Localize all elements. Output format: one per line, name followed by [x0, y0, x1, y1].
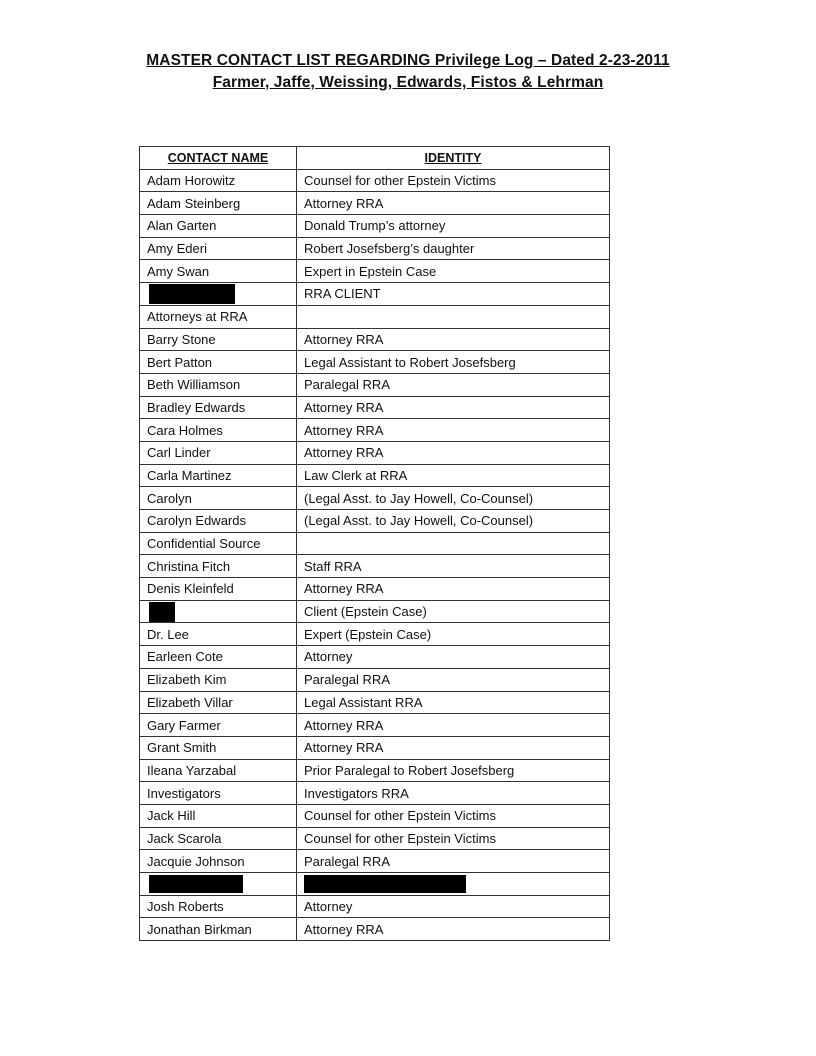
contact-identity: Legal Assistant to Robert Josefsberg	[297, 351, 610, 374]
table-row	[140, 237, 610, 260]
table-row	[140, 623, 610, 646]
contact-identity: Attorney RRA	[297, 736, 610, 759]
redaction-box	[149, 602, 175, 622]
table-row	[140, 714, 610, 737]
contact-identity: Legal Assistant RRA	[297, 691, 610, 714]
contact-name: Bert Patton	[140, 351, 297, 374]
contact-name: Cara Holmes	[140, 419, 297, 442]
contact-name: Carl Linder	[140, 441, 297, 464]
table-row	[140, 827, 610, 850]
table-row	[140, 487, 610, 510]
contact-name: Barry Stone	[140, 328, 297, 351]
contact-name: Jack Scarola	[140, 827, 297, 850]
table-row	[140, 419, 610, 442]
contact-identity	[297, 532, 610, 555]
contact-name: Jacquie Johnson	[140, 850, 297, 873]
document-title: MASTER CONTACT LIST REGARDING Privilege Log – Dated 2-23-2011	[146, 52, 670, 69]
contact-name: Denis Kleinfeld	[140, 578, 297, 601]
contact-name: Jack Hill	[140, 804, 297, 827]
contact-identity: Expert (Epstein Case)	[297, 623, 610, 646]
header-contact-name: CONTACT NAME	[140, 147, 297, 170]
contact-name: Adam Horowitz	[140, 169, 297, 192]
table-row	[140, 668, 610, 691]
contact-name: Josh Roberts	[140, 895, 297, 918]
contact-identity: Counsel for other Epstein Victims	[297, 804, 610, 827]
table-row	[140, 510, 610, 533]
contact-name-redacted	[140, 283, 297, 306]
contact-identity: Donald Trump’s attorney	[297, 215, 610, 238]
contact-identity-redacted	[297, 873, 610, 896]
document-subtitle: Farmer, Jaffe, Weissing, Edwards, Fistos & Lehrman	[212, 74, 604, 91]
contact-name: Earleen Cote	[140, 646, 297, 669]
contact-name: Gary Farmer	[140, 714, 297, 737]
table-row	[140, 578, 610, 601]
contact-identity: Attorney	[297, 646, 610, 669]
contact-name: Jonathan Birkman	[140, 918, 297, 941]
contact-identity: Prior Paralegal to Robert Josefsberg	[297, 759, 610, 782]
table-row	[140, 850, 610, 873]
table-row	[140, 464, 610, 487]
redaction-box	[304, 875, 466, 893]
table-row	[140, 759, 610, 782]
table-row	[140, 895, 610, 918]
contact-name-redacted	[140, 600, 297, 623]
table-row	[140, 192, 610, 215]
redaction-box	[149, 875, 243, 893]
contact-name: Carla Martinez	[140, 464, 297, 487]
table-row	[140, 396, 610, 419]
table-row	[140, 283, 610, 306]
contact-identity: Counsel for other Epstein Victims	[297, 827, 610, 850]
table-row	[140, 873, 610, 896]
contact-name: Christina Fitch	[140, 555, 297, 578]
contact-identity: Client (Epstein Case)	[297, 600, 610, 623]
contact-identity: Attorney RRA	[297, 918, 610, 941]
contact-identity: Attorney RRA	[297, 714, 610, 737]
contact-identity: Attorney RRA	[297, 578, 610, 601]
contact-name: Dr. Lee	[140, 623, 297, 646]
table-row	[140, 215, 610, 238]
table-row	[140, 351, 610, 374]
contact-name: Carolyn Edwards	[140, 510, 297, 533]
contact-identity: Attorney	[297, 895, 610, 918]
contact-name: Ileana Yarzabal	[140, 759, 297, 782]
contact-identity: Investigators RRA	[297, 782, 610, 805]
table-row	[140, 555, 610, 578]
contact-identity: Paralegal RRA	[297, 850, 610, 873]
contact-name: Investigators	[140, 782, 297, 805]
contact-identity: Paralegal RRA	[297, 373, 610, 396]
contact-identity: Attorney RRA	[297, 419, 610, 442]
contact-name: Confidential Source	[140, 532, 297, 555]
contact-name: Grant Smith	[140, 736, 297, 759]
contact-identity: Law Clerk at RRA	[297, 464, 610, 487]
table-row	[140, 328, 610, 351]
contact-identity	[297, 305, 610, 328]
contact-table	[139, 146, 610, 941]
table-row	[140, 441, 610, 464]
header-identity: IDENTITY	[297, 147, 610, 170]
table-row	[140, 804, 610, 827]
contact-name: Bradley Edwards	[140, 396, 297, 419]
contact-identity: (Legal Asst. to Jay Howell, Co-Counsel)	[297, 510, 610, 533]
redaction-box	[149, 284, 235, 304]
contact-name: Carolyn	[140, 487, 297, 510]
contact-name: Alan Garten	[140, 215, 297, 238]
contact-name: Elizabeth Villar	[140, 691, 297, 714]
contact-name: Elizabeth Kim	[140, 668, 297, 691]
contact-name: Attorneys at RRA	[140, 305, 297, 328]
contact-identity: Paralegal RRA	[297, 668, 610, 691]
table-row	[140, 260, 610, 283]
contact-name: Beth Williamson	[140, 373, 297, 396]
table-row	[140, 918, 610, 941]
table-row	[140, 532, 610, 555]
table-row	[140, 691, 610, 714]
contact-name: Amy Swan	[140, 260, 297, 283]
table-row	[140, 600, 610, 623]
table-row	[140, 373, 610, 396]
table-header-row	[140, 147, 610, 170]
contact-identity: Attorney RRA	[297, 396, 610, 419]
contact-identity: Attorney RRA	[297, 192, 610, 215]
table-row	[140, 782, 610, 805]
contact-identity: Counsel for other Epstein Victims	[297, 169, 610, 192]
table-row	[140, 169, 610, 192]
contact-identity: Staff RRA	[297, 555, 610, 578]
table-row	[140, 305, 610, 328]
contact-name: Adam Steinberg	[140, 192, 297, 215]
contact-identity: Attorney RRA	[297, 441, 610, 464]
contact-identity: Expert in Epstein Case	[297, 260, 610, 283]
contact-identity: (Legal Asst. to Jay Howell, Co-Counsel)	[297, 487, 610, 510]
contact-name-redacted	[140, 873, 297, 896]
contact-name: Amy Ederi	[140, 237, 297, 260]
table-row	[140, 646, 610, 669]
contact-identity: RRA CLIENT	[297, 283, 610, 306]
contact-identity: Robert Josefsberg’s daughter	[297, 237, 610, 260]
table-row	[140, 736, 610, 759]
contact-identity: Attorney RRA	[297, 328, 610, 351]
